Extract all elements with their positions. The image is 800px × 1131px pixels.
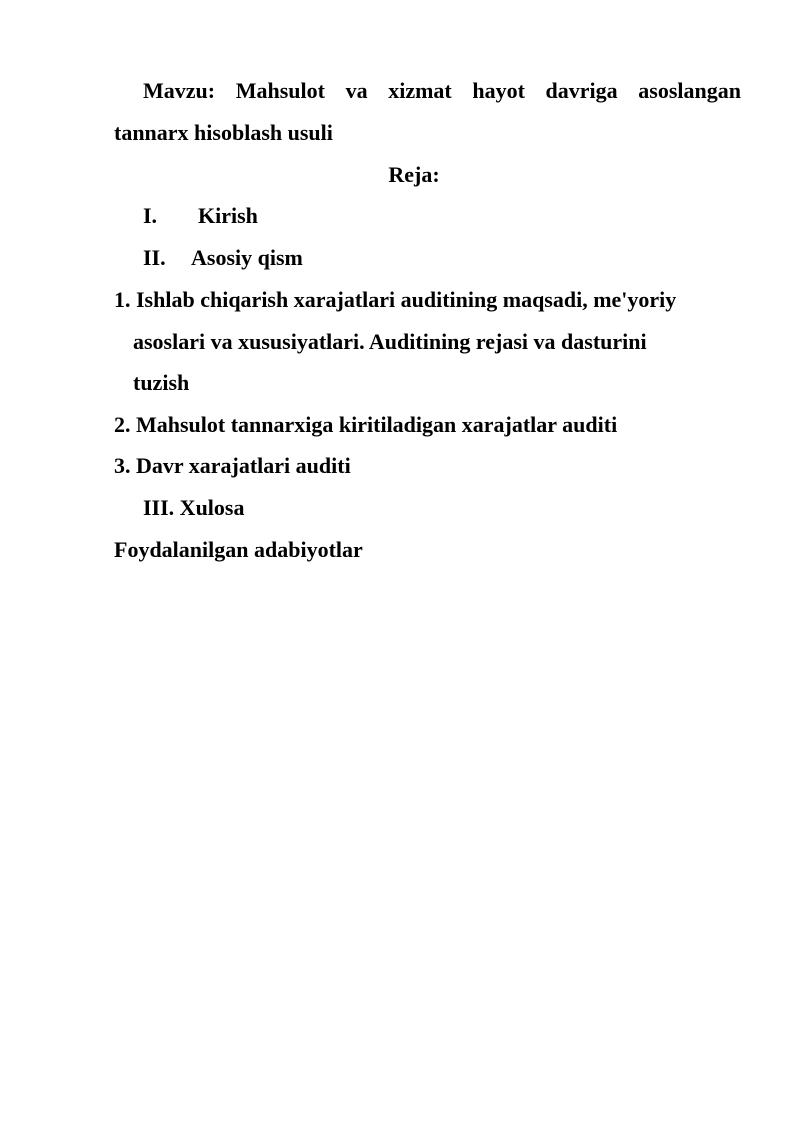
plan-item-3: 3. Davr xarajatlari auditi [114, 453, 351, 478]
section-3-conclusion: III. Xulosa [143, 495, 245, 520]
document-title-line-1: Mavzu: Mahsulot va xizmat hayot davriga asoslangan [143, 78, 741, 103]
references-heading: Foydalanilgan adabiyotlar [114, 537, 363, 562]
section-2-label: Asosiy qism [191, 245, 303, 270]
document-title-line-2: tannarx hisoblash usuli [114, 120, 333, 145]
section-1-label: Kirish [198, 203, 258, 228]
plan-item-1-line-1: 1. Ishlab chiqarish xarajatlari auditining maqsadi, me'yoriy [114, 287, 677, 312]
section-2-numeral: II. [143, 245, 166, 270]
plan-item-1-line-3: tuzish [133, 370, 190, 395]
section-1-numeral: I. [143, 203, 158, 228]
plan-heading: Reja: [388, 162, 440, 187]
plan-item-1-line-2: asoslari va xususiyatlari. Auditining rejasi va dasturini [133, 329, 647, 354]
plan-item-2: 2. Mahsulot tannarxiga kiritiladigan xarajatlar auditi [114, 412, 618, 437]
